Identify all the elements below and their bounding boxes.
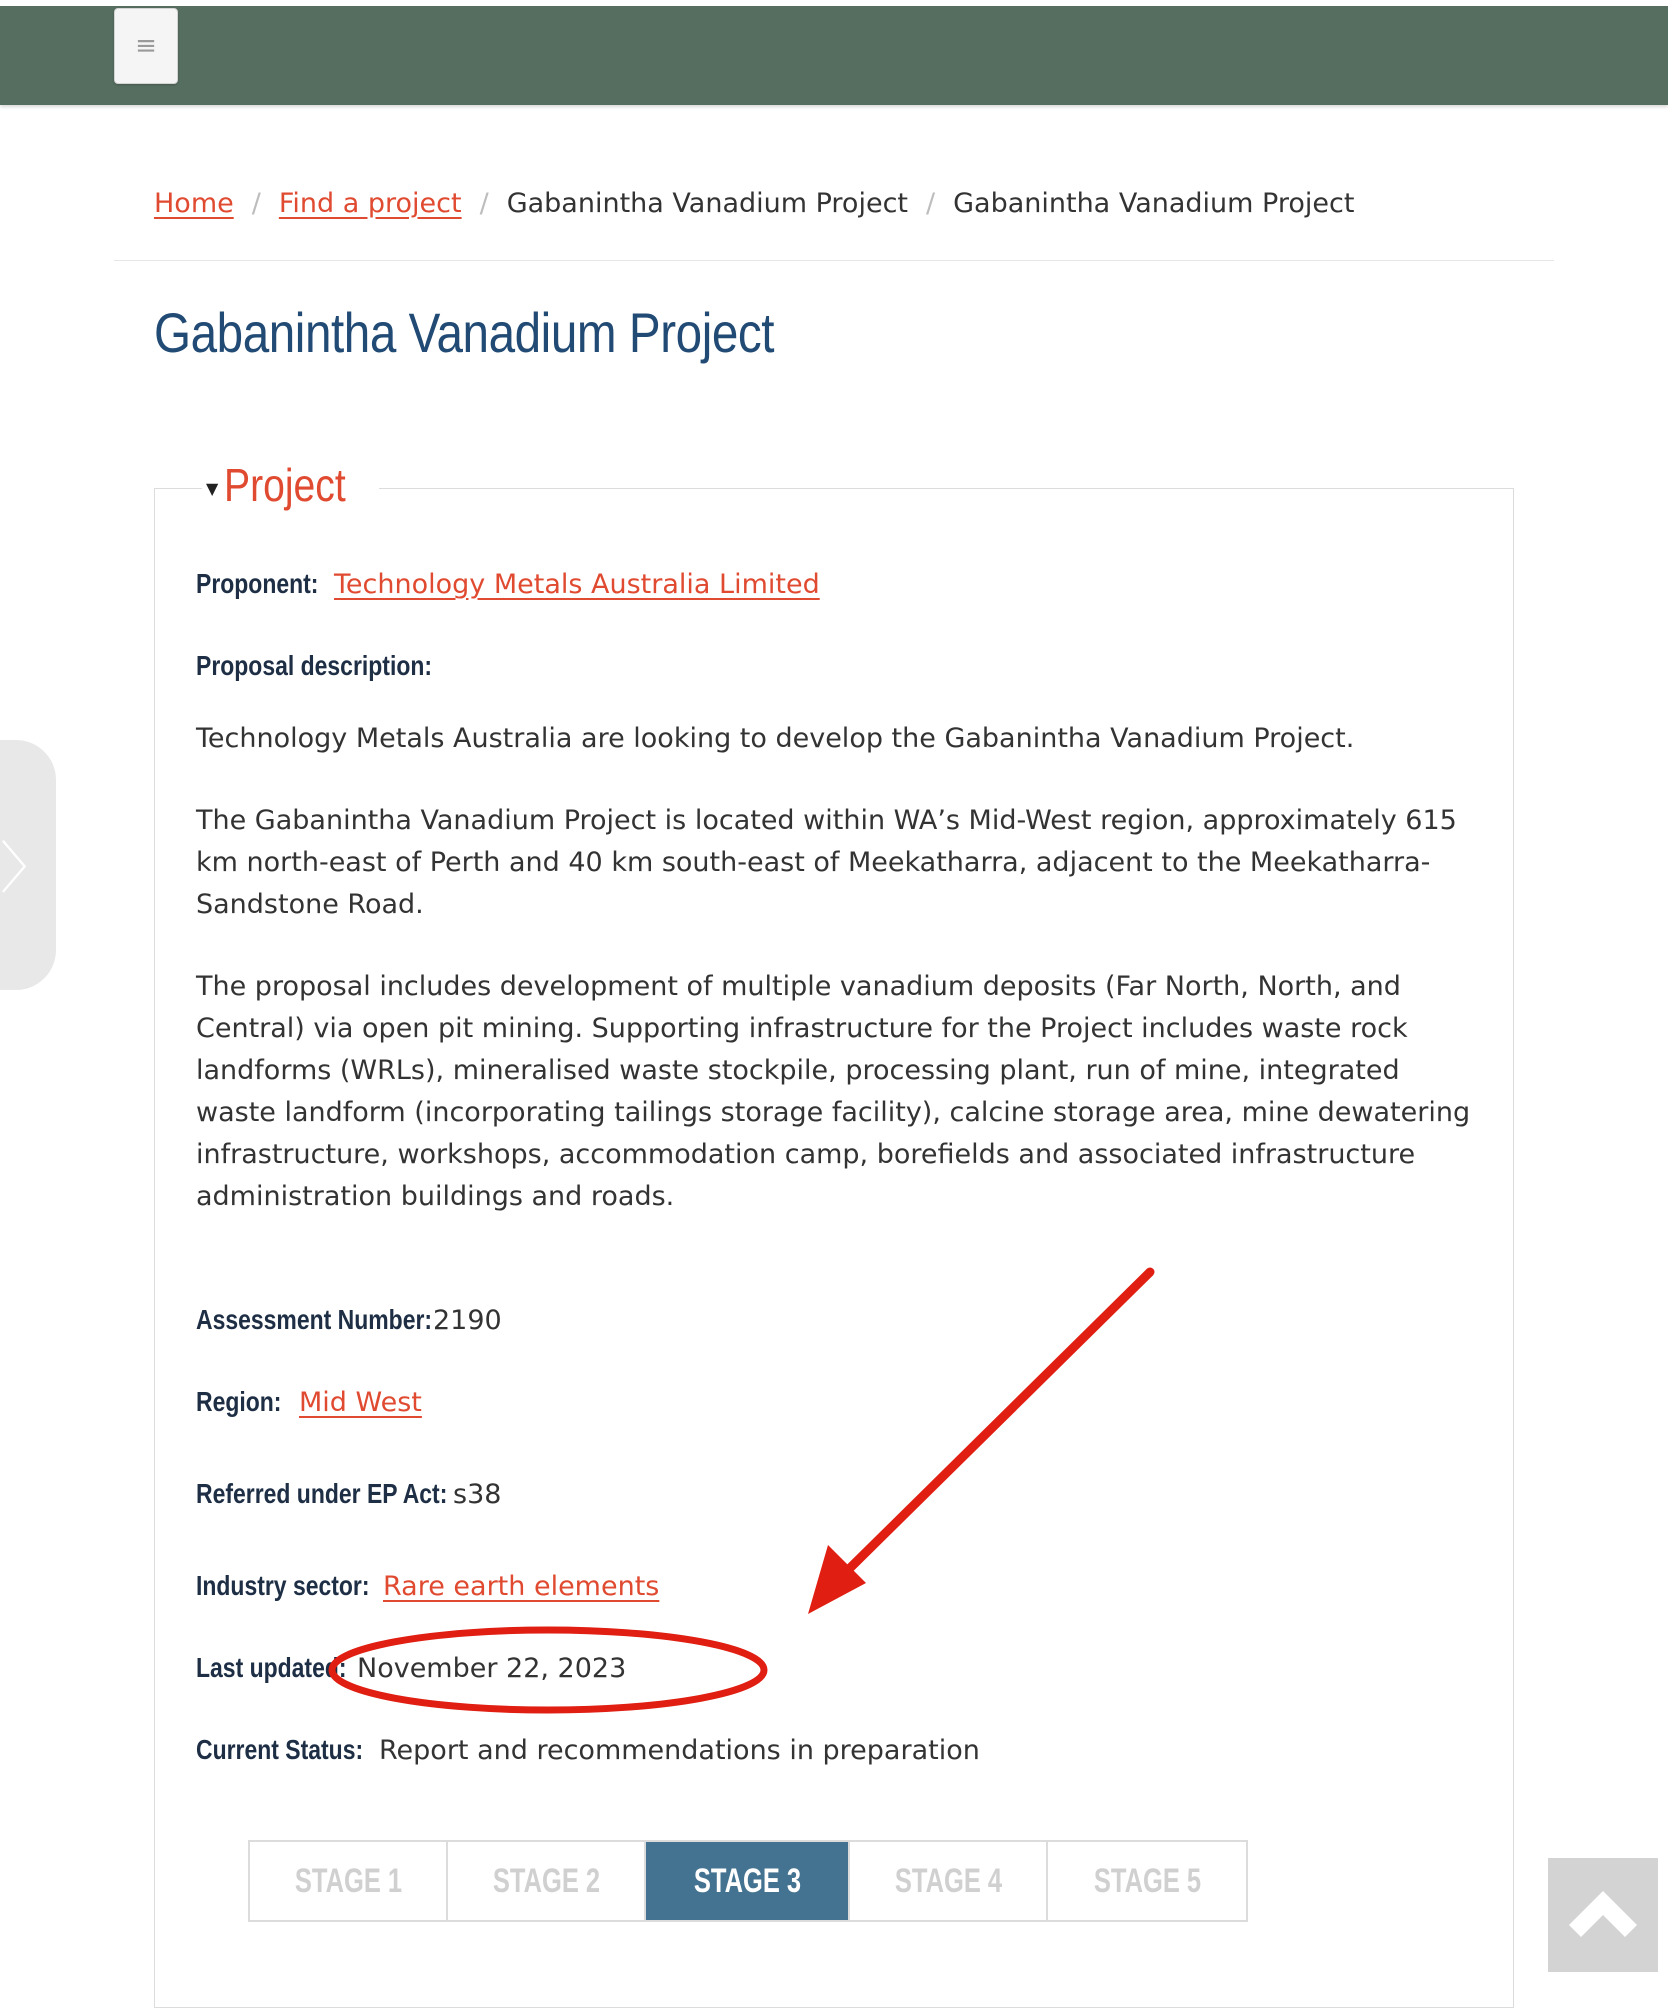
assessment-number-row <box>196 1304 502 1336</box>
referred-label: Referred under EP Act: <box>196 1478 448 1509</box>
assessment-number-value: 2190 <box>433 1305 502 1336</box>
stage-progress <box>248 1840 1248 1922</box>
menu-toggle-button[interactable] <box>114 8 178 84</box>
stage-1[interactable] <box>250 1842 448 1920</box>
region-label: Region: <box>196 1386 282 1417</box>
stage-4[interactable] <box>850 1842 1048 1920</box>
proposal-description-row <box>196 650 484 682</box>
caret-down-icon: ▼ <box>206 478 219 498</box>
project-legend-label: Project <box>224 459 347 511</box>
breadcrumb-home-link[interactable]: Home <box>154 188 234 219</box>
proponent-link[interactable]: Technology Metals Australia Limited <box>334 569 820 600</box>
current-status-value: Report and recommendations in preparation <box>379 1735 980 1766</box>
referred-row <box>196 1478 501 1510</box>
sidebar-toggle-tab[interactable] <box>0 740 56 990</box>
last-updated-label: Last updated: <box>196 1652 347 1683</box>
proponent-row <box>196 568 820 600</box>
description-paragraph: Technology Metals Australia are looking to develop the Gabanintha Vanadium Project. <box>196 723 1355 754</box>
description-paragraph: The Gabanintha Vanadium Project is located within WA’s Mid-West region, approximately 615 km north-east of Perth and 40 km south-east of Meekatharra, adjacent to the Meekatharra-Sandstone Road. <box>196 805 1457 920</box>
breadcrumb-separator: / <box>479 188 489 219</box>
page-title: Gabanintha Vanadium Project <box>154 301 775 364</box>
region-link[interactable]: Mid West <box>299 1387 422 1418</box>
hamburger-icon: ≡ <box>135 31 157 61</box>
breadcrumb-separator: / <box>251 188 261 219</box>
industry-sector-label: Industry sector: <box>196 1570 370 1601</box>
breadcrumb-item-current: Gabanintha Vanadium Project <box>953 188 1355 219</box>
stage-label: STAGE 2 <box>492 1861 600 1900</box>
current-status-row <box>196 1734 980 1766</box>
project-fieldset <box>154 488 1514 2008</box>
stage-3[interactable] <box>646 1842 850 1920</box>
breadcrumb-item-project: Gabanintha Vanadium Project <box>506 188 908 219</box>
top-edge-strip <box>0 0 1553 6</box>
stage-label: STAGE 4 <box>894 1861 1002 1900</box>
stage-label: STAGE 1 <box>294 1861 402 1900</box>
industry-sector-link[interactable]: Rare earth elements <box>383 1571 660 1602</box>
top-navigation-bar <box>0 6 1668 105</box>
breadcrumb-find-project-link[interactable]: Find a project <box>278 188 462 219</box>
arrow-up-icon <box>1563 1885 1643 1945</box>
industry-sector-row <box>196 1570 659 1602</box>
stage-label: STAGE 3 <box>693 1861 801 1900</box>
breadcrumb-divider <box>114 260 1554 261</box>
stage-2[interactable] <box>448 1842 646 1920</box>
project-legend-toggle[interactable] <box>202 458 379 512</box>
breadcrumb <box>154 188 1354 219</box>
description-paragraph: The proposal includes development of multiple vanadium deposits (Far North, North, and Central) via open pit mining. Supporting infrastructure for the Project includes waste rock landforms (WRLs), mineralised waste stockpile, processing plant, run of mine, integrated waste landform (incorporating tailings storage facility), calcine storage area, mine dewatering infrastructure, workshops, accommodation camp, borefields and associated infrastructure administration buildings and roads. <box>196 971 1471 1212</box>
referred-value: s38 <box>453 1479 502 1510</box>
back-to-top-button[interactable] <box>1548 1858 1658 1972</box>
proposal-description-label: Proposal description: <box>196 650 433 681</box>
region-row <box>196 1386 422 1418</box>
proponent-label: Proponent: <box>196 568 319 599</box>
last-updated-row <box>196 1652 626 1684</box>
assessment-number-label: Assessment Number: <box>196 1304 433 1335</box>
last-updated-value: November 22, 2023 <box>357 1653 627 1684</box>
stage-label: STAGE 5 <box>1093 1861 1201 1900</box>
chevron-right-icon: 〉 <box>0 837 56 902</box>
breadcrumb-separator: / <box>926 188 936 219</box>
stage-5[interactable] <box>1048 1842 1246 1920</box>
current-status-label: Current Status: <box>196 1734 364 1765</box>
